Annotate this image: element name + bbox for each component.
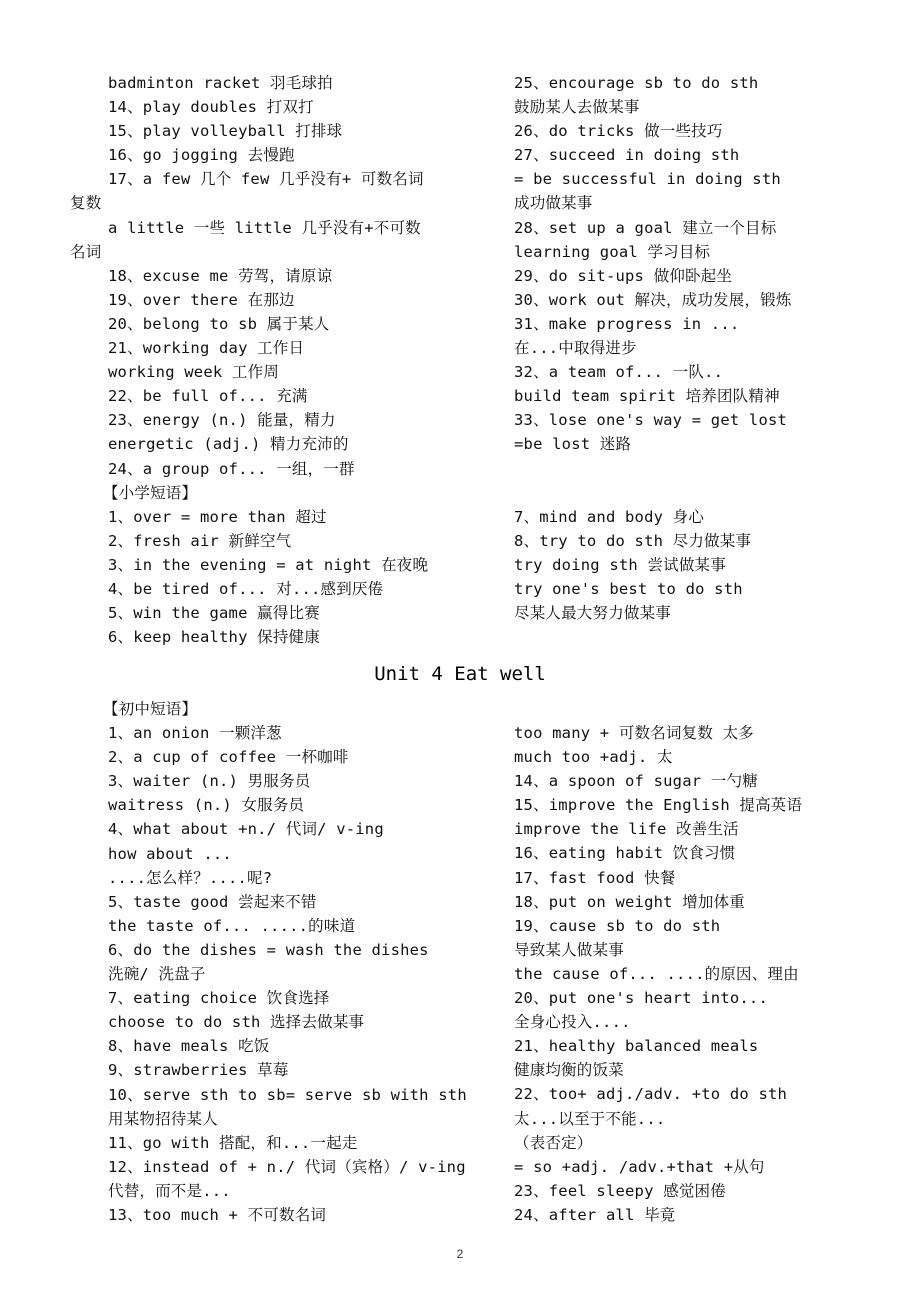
phrase-line: 2、a cup of coffee 一杯咖啡	[108, 748, 349, 767]
phrase-line: 用某物招待某人	[108, 1109, 218, 1128]
junior-heading: 【初中短语】	[103, 700, 198, 718]
primary-phrase-line: try one's best to do sth	[514, 580, 743, 599]
phrase-line: 19、cause sb to do sth	[514, 916, 721, 935]
primary-phrase-line: 1、over = more than 超过	[108, 507, 327, 526]
primary-phrase-line: 3、in the evening = at night 在夜晚	[108, 555, 429, 574]
phrase-line: 20、belong to sb 属于某人	[108, 314, 330, 333]
phrase-line: 27、succeed in doing sth	[514, 146, 740, 165]
phrase-line: 13、too much + 不可数名词	[108, 1205, 327, 1224]
phrase-line: much too +adj. 太	[514, 748, 673, 767]
phrase-line: working week 工作周	[108, 363, 280, 382]
phrase-line: 19、over there 在那边	[108, 290, 295, 309]
unit-title: Unit 4 Eat well	[374, 663, 546, 685]
phrase-line: 5、taste good 尝起来不错	[108, 892, 317, 911]
phrase-line: 21、healthy balanced meals	[514, 1037, 759, 1056]
primary-phrase-line: 5、win the game 赢得比赛	[108, 604, 320, 623]
phrase-line: waitress (n.) 女服务员	[108, 796, 305, 815]
phrase-line: 11、go with 搭配，和...一起走	[108, 1133, 358, 1152]
phrase-line: 31、make progress in ...	[514, 314, 740, 333]
primary-phrase-line: 尽某人最大努力做某事	[514, 604, 672, 623]
phrase-line: 25、encourage sb to do sth	[514, 74, 759, 92]
phrase-line: 16、go jogging 去慢跑	[108, 146, 295, 165]
phrase-line: 33、lose one's way = get lost	[514, 411, 788, 430]
phrase-line: badminton racket 羽毛球拍	[108, 74, 333, 92]
phrase-line: the taste of... .....的味道	[108, 916, 356, 935]
phrase-line: 太...以至于不能...	[514, 1109, 666, 1128]
phrase-line: 导致某人做某事	[514, 940, 624, 959]
phrase-line: 23、feel sleepy 感觉困倦	[514, 1181, 726, 1200]
phrase-line: build team spirit 培养团队精神	[514, 387, 780, 406]
phrase-line: 1、an onion 一颗洋葱	[108, 724, 282, 743]
phrase-line: 10、serve sth to sb= serve sb with sth	[108, 1085, 467, 1104]
phrase-line: 30、work out 解决，成功发展，锻炼	[514, 290, 792, 309]
phrase-line: 20、put one's heart into...	[514, 989, 768, 1008]
phrase-line: 22、too+ adj./adv. +to do sth	[514, 1085, 788, 1104]
page-number: 2	[456, 1247, 464, 1261]
phrase-line: 16、eating habit 饮食习惯	[514, 844, 736, 863]
phrase-line: too many + 可数名词复数 太多	[514, 724, 754, 742]
unit4-right-column	[514, 721, 914, 1227]
phrase-line: 17、a few 几个 few 几乎没有+ 可数名词	[108, 170, 424, 189]
primary-phrase-line: 7、mind and body 身心	[514, 508, 705, 526]
phrase-line: 6、do the dishes = wash the dishes	[108, 940, 429, 959]
phrase-line: 全身心投入....	[514, 1013, 631, 1032]
phrase-line: 29、do sit-ups 做仰卧起坐	[514, 266, 733, 285]
phrase-line: （表否定）	[514, 1133, 593, 1152]
top-left-column	[70, 71, 490, 649]
phrase-line: 在...中取得进步	[514, 339, 637, 358]
phrase-line: 24、after all 毕竟	[514, 1205, 676, 1224]
phrase-line: 14、a spoon of sugar 一勺糖	[514, 772, 758, 791]
phrase-line: 15、improve the English 提高英语	[514, 796, 803, 815]
phrase-line: = so +adj. /adv.+that +从句	[514, 1157, 765, 1176]
phrase-line: 代替，而不是...	[108, 1181, 231, 1200]
phrase-line: a little 一些 little 几乎没有+不可数	[108, 218, 421, 237]
phrase-line: improve the life 改善生活	[514, 820, 739, 839]
phrase-line: 28、set up a goal 建立一个目标	[514, 218, 777, 237]
phrase-line: = be successful in doing sth	[514, 170, 781, 189]
primary-phrase-line: try doing sth 尝试做某事	[514, 556, 726, 575]
phrase-line: 12、instead of + n./ 代词（宾格）/ v-ing	[108, 1157, 466, 1176]
phrase-line: 32、a team of... 一队..	[514, 363, 724, 382]
phrase-line: 洗碗/ 洗盘子	[108, 965, 206, 984]
phrase-line: 9、strawberries 草莓	[108, 1061, 289, 1080]
phrase-line: 8、have meals 吃饭	[108, 1037, 270, 1056]
phrase-line: 15、play volleyball 打排球	[108, 122, 343, 141]
phrase-line: 14、play doubles 打双打	[108, 98, 314, 117]
phrase-line-wrap: 名词	[70, 242, 102, 261]
phrase-line: 3、waiter (n.) 男服务员	[108, 772, 311, 791]
phrase-line: 成功做某事	[514, 194, 593, 213]
phrase-line: 7、eating choice 饮食选择	[108, 989, 330, 1008]
phrase-line: 17、fast food 快餐	[514, 868, 676, 887]
unit4-left-column	[70, 697, 500, 1227]
phrase-line: 18、excuse me 劳驾，请原谅	[108, 266, 333, 285]
phrase-line-wrap: 复数	[70, 194, 102, 213]
phrase-line: 鼓励某人去做某事	[514, 98, 640, 117]
phrase-line: =be lost 迷路	[514, 435, 632, 454]
phrase-line: choose to do sth 选择去做某事	[108, 1013, 365, 1032]
primary-phrase-line: 8、try to do sth 尽力做某事	[514, 532, 752, 551]
phrase-line: energetic (adj.) 精力充沛的	[108, 435, 349, 454]
phrase-line: 18、put on weight 增加体重	[514, 892, 746, 911]
phrase-line: 22、be full of... 充满	[108, 387, 308, 406]
primary-phrase-line: 4、be tired of... 对...感到厌倦	[108, 579, 384, 598]
primary-right-column	[514, 505, 914, 625]
primary-phrase-line: 6、keep healthy 保持健康	[108, 628, 320, 647]
primary-heading: 【小学短语】	[103, 483, 198, 502]
phrase-line: 26、do tricks 做一些技巧	[514, 122, 723, 141]
phrase-line: 健康均衡的饭菜	[514, 1061, 624, 1080]
phrase-line: 24、a group of... 一组，一群	[108, 459, 355, 478]
primary-phrase-line: 2、fresh air 新鲜空气	[108, 531, 292, 550]
phrase-line: learning goal 学习目标	[514, 242, 711, 261]
phrase-line: how about ...	[108, 844, 232, 863]
top-right-column	[514, 71, 914, 457]
phrase-line: 21、working day 工作日	[108, 339, 305, 358]
phrase-line: 23、energy (n.) 能量，精力	[108, 411, 336, 430]
phrase-line: ....怎么样？....呢?	[108, 868, 273, 887]
phrase-line: 4、what about +n./ 代词/ v-ing	[108, 820, 384, 839]
phrase-line: the cause of... ....的原因、理由	[514, 964, 799, 983]
